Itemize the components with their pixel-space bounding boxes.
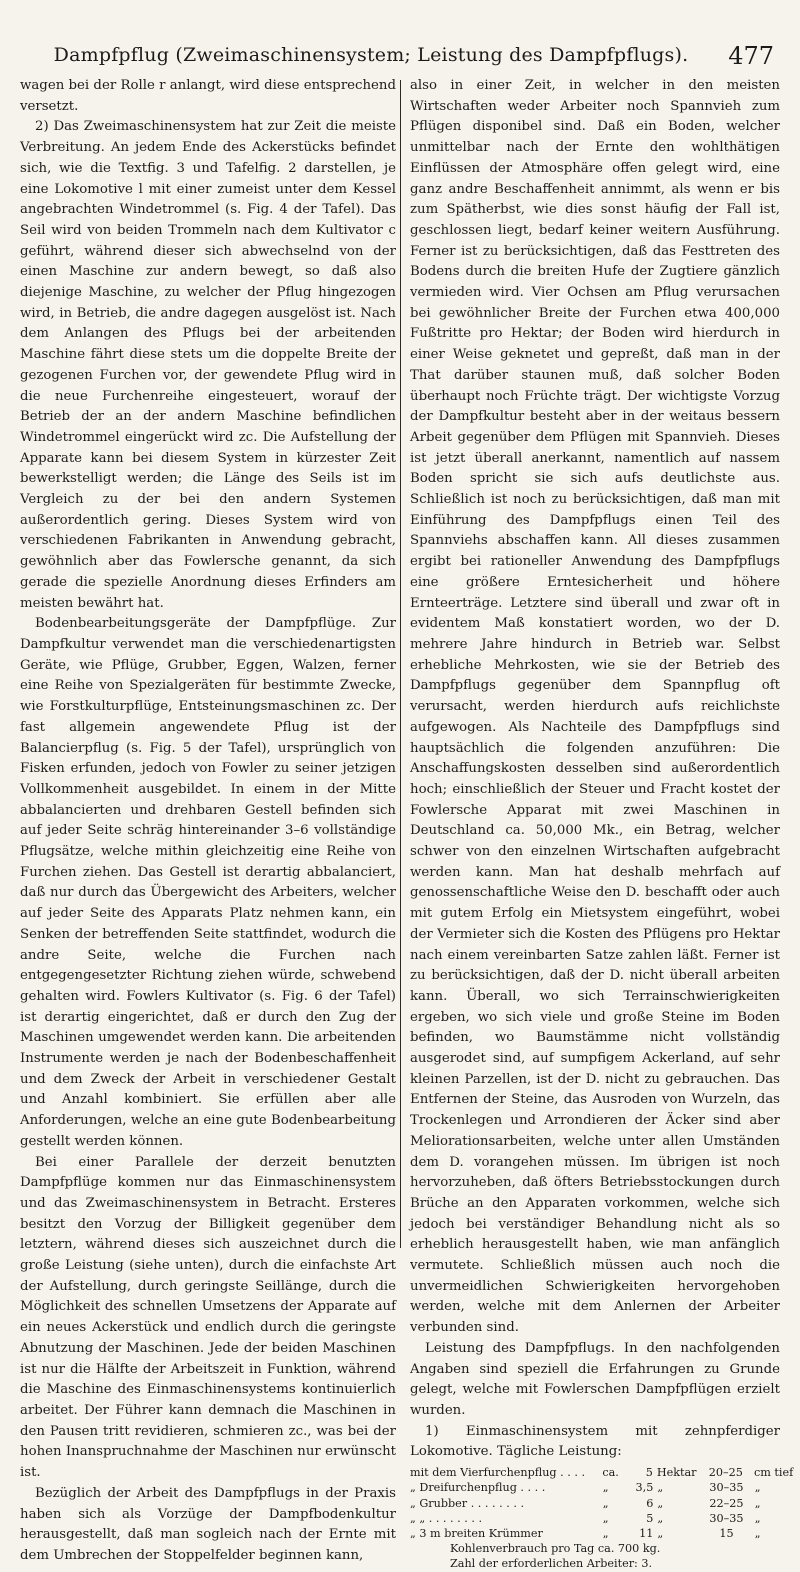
row-depth-unit: „	[754, 1481, 761, 1495]
row-ca: ca.	[602, 1466, 619, 1480]
paragraph: 2) Das Zweimaschinensystem hat zur Zeit die meiste Verbreitung. An jedem Ende des Ackerstücks befindet sich, wie die Textfig. 3 und Tafelfig. 2 darstellen, je eine Lokomotive l mit einer zumeist unter dem Kessel angebrachten Windetrommel (s. Fig. 4 der Tafel). Das Seil wird von beiden Trommeln nach dem Kultivator c geführt, während dieser sich abwechselnd von der einen Maschine zur andern bewegt, so daß also diejenige Maschine, zu welcher der Pflug hingezogen wird, in Betrieb, die andre dagegen ausgelöst ist. Nach dem Anlangen des Pflugs bei der arbeitenden Maschine fährt diese stets um die doppelte Breite der gezogenen Furchen vor, der gewendete Pflug wird in die neue Furchenreihe eingesteuert, worauf der Betrieb der an der andern Maschine befindlichen Windetrommel eingerückt wird zc. Die Aufstellung der Apparate kann bei diesem System in kürzester Zeit bewerkstelligt werden; die Länge des Seils ist im Vergleich zu der bei den andern Systemen außerordentlich gering. Dieses System wird von verschiedenen Fabrikanten in Anwendung gebracht, gewöhnlich aber das Fowlersche genannt, da sich gerade die spezielle Anordnung dieses Erfinders am meisten bewährt hat.	[20, 119, 396, 611]
row-implement: „ „ . . . . . . . .	[410, 1511, 483, 1525]
row-depth: 15	[719, 1526, 734, 1540]
row-depth-unit: „	[754, 1526, 761, 1540]
row-depth: 30–35	[709, 1481, 744, 1495]
table-row	[410, 1465, 794, 1480]
right-column	[410, 76, 794, 1572]
row-depth-unit: cm tief	[754, 1466, 794, 1480]
row-unit: „	[657, 1511, 664, 1525]
table-row	[410, 1526, 780, 1541]
table-row	[410, 1480, 780, 1495]
paragraph: also in einer Zeit, in welcher in den meisten Wirtschaften weder Arbeiter noch Spannvieh zum Pflügen disponibel sind. Daß ein Boden, welcher unmittelbar nach der Ernte den wohlthätigen Einflüssen der Atmosphäre offen gelegt wird, eine ganz andre Beschaffenheit annimmt, als wenn er bis zum Spätherbst, wie dies sonst häufig der Fall ist, geschlossen liegt, bedarf keiner weitern Ausführung. Ferner ist zu berücksichtigen, daß das Festtreten des Bodens durch die breiten Hufe der Zugtiere gänzlich vermieden wird. Vier Ochsen am Pflug verursachen bei gewöhnlicher Breite der Furchen etwa 400,000 Fußtritte pro Hektar; der Boden wird hierdurch in einer Weise geknetet und gepreßt, daß man in der That darüber staunen muß, daß solcher Boden überhaupt noch Früchte trägt. Der wichtigste Vorzug der Dampfkultur besteht aber in der weitaus bessern Arbeit gegenüber dem Pflügen mit Spannvieh. Dieses ist jetzt überall anerkannt, namentlich auf nassem Boden spricht sie sich aufs deutlichste aus. Schließlich ist noch zu berücksichtigen, daß man mit Einführung des Dampfpflugs einen Teil des Spannviehs abschaffen kann. All dieses zusammen ergibt bei rationeller Anwendung des Dampfpflugs eine größere Erntesicherheit und höhere Ernteerträge. Letztere sind überall und zwar oft in evidentem Maß konstatiert worden, wo der D. mehrere Jahre hindurch in Betrieb war. Selbst erhebliche Mehrkosten, wie sie der Betrieb des Dampfpflugs gegenüber dem Spannpflug oft verursacht, werden hierdurch aufs reichlichste aufgewogen. Als Nachteile des Dampfpflugs sind hauptsächlich die folgenden anzuführen: Die Anschaffungskosten desselben sind außerordentlich hoch; einschließlich der Steuer und Fracht kostet der Fowlersche Apparat mit zwei Maschinen in Deutschland ca. 50,000 Mk., ein Betrag, welcher schwer von den einzelnen Wirtschaften aufgebracht werden kann. Man hat deshalb mehrfach auf genossenschaftliche Weise den D. beschafft oder auch mit gutem Erfolg ein Mietsystem eingeführt, wobei der Vermieter sich die Kosten des Pflügens pro Hektar nach einem vereinbarten Satze zahlen läßt. Ferner ist zu berücksichtigen, daß der D. nicht überall arbeiten kann. Überall, wo sich Terrainschwierigkeiten ergeben, wo sich viele und große Steine im Boden befinden, wo Baumstämme nicht vollständig ausgerodet sind, auf sumpfigem Ackerland, auf sehr kleinen Parzellen, ist der D. nicht zu gebrauchen. Das Entfernen der Steine, das Ausroden von Wurzeln, das Trockenlegen und Arrondieren der Äcker sind aber Meliorationsarbeiten, welche unter allen Umständen dem D. vorangehen müssen. Im übrigen ist noch hervorzuheben, daß öfters Betriebsstockungen durch Brüche an den Apparaten vorkommen, welche sich jedoch bei verständiger Behandlung nicht als so erheblich herausgestellt haben, wie man anfänglich vermutete. Schließlich müssen auch noch die unvermeidlichen Schwierigkeiten hervorgehoben werden, welche mit dem Anlernen der Arbeiter verbunden sind.	[410, 78, 780, 1336]
row-depth-unit: „	[754, 1496, 761, 1510]
row-hectare: 5	[646, 1511, 654, 1525]
row-hectare: 11	[639, 1526, 654, 1540]
page-header	[26, 40, 788, 72]
row-depth-unit: „	[754, 1511, 761, 1525]
row-ca: „	[602, 1511, 609, 1525]
row-ca: „	[602, 1481, 609, 1495]
row-unit: „	[657, 1481, 664, 1495]
row-depth: 22–25	[709, 1496, 744, 1510]
column-divider	[400, 80, 401, 1248]
paragraph: Bei einer Parallele der derzeit benutzten Dampfpflüge kommen nur das Einmaschinensystem und das Zweimaschinensystem in Betracht. Ersteres besitzt den Vorzug der Billigkeit gegenüber dem letztern, während dieses sich auszeichnet durch die große Leistung (siehe unten), durch die einfachste Art der Aufstellung, durch geringste Seillänge, durch die Möglichkeit des schnellen Umsetzens der Apparate auf ein neues Ackerstück und endlich durch die geringste Abnutzung der Maschinen. Jede der beiden Maschinen ist nur die Hälfte der Arbeitszeit in Funktion, während die Maschine des Einmaschinensystems kontinuierlich arbeitet. Der Führer kann demnach die Maschinen in den Pausen tritt revidieren, schmieren zc., was bei der hohen Inanspruchnahme der Maschinen nur erwünscht ist.	[20, 1154, 396, 1481]
page-number: 477	[728, 42, 774, 70]
row-hectare: 5	[645, 1466, 653, 1480]
paragraph: 1) Einmaschinensystem mit zehnpferdiger Lokomotive. Tägliche Leistung:	[410, 1423, 780, 1460]
row-ca: „	[602, 1526, 609, 1540]
paragraph: wagen bei der Rolle r anlangt, wird diese entsprechend versetzt.	[20, 78, 396, 114]
worker-count: Zahl der erforderlichen Arbeiter: 3.	[450, 1557, 653, 1571]
paragraph: Bodenbearbeitungsgeräte der Dampfpflüge. Zur Dampfkultur verwendet man die verschiedenartigsten Geräte, wie Pflüge, Grubber, Eggen, Walzen, ferner eine Reihe von Spezialgeräten für bestimmte Zwecke, wie Forstkulturpflüge, Entsteinungsmaschinen zc. Der fast allgemein angewendete Pflug ist der Balancierpflug (s. Fig. 5 der Tafel), ursprünglich von Fisken erfunden, jedoch von Fowler zu seiner jetzigen Vollkommenheit ausgebildet. In einem in der Mitte abbalancierten und drehbaren Gestell befinden sich auf jeder Seite schräg hintereinander 3–6 vollständige Pflugsätze, welche mithin gleichzeitig eine Reihe von Furchen ziehen. Das Gestell ist derartig abbalanciert, daß nur durch das Übergewicht des Arbeiters, welcher auf jeder Seite des Apparats Platz nehmen kann, ein Senken der betreffenden Seite stattfindet, wodurch die andre Seite, welche die Furchen nach entgegengesetzter Richtung ziehen würde, schwebend gehalten wird. Fowlers Kultivator (s. Fig. 6 der Tafel) ist derartig eingerichtet, daß er durch den Zug der Maschinen umgewendet werden kann. Die arbeitenden Instrumente werden je nach der Bodenbeschaffenheit und dem Zweck der Arbeit in verschiedener Gestalt und Anzahl kombiniert. Sie erfüllen aber alle Anforderungen, welche an eine gute Bodenbearbeitung gestellt werden können.	[20, 616, 396, 1149]
row-implement: „ Dreifurchenpflug . . . .	[410, 1481, 546, 1495]
paragraph: Leistung des Dampfpflugs. In den nachfolgenden Angaben sind speziell die Erfahrungen zu Grunde gelegt, welche mit Fowlerschen Dampfpflügen erzielt wurden.	[410, 1340, 780, 1418]
row-unit: „	[657, 1526, 664, 1540]
performance-table	[410, 1465, 794, 1571]
row-unit: „	[657, 1496, 664, 1510]
row-implement: „ Grubber . . . . . . . .	[410, 1496, 525, 1510]
paragraph: Bezüglich der Arbeit des Dampfpflugs in der Praxis haben sich als Vorzüge der Dampfbodenkultur herausgestellt, daß man sogleich nach der Ernte mit dem Umbrechen der Stoppelfelder beginnen kann,	[20, 1485, 396, 1563]
row-unit: Hektar	[656, 1466, 697, 1480]
row-hectare: 6	[646, 1496, 654, 1510]
table-row	[410, 1511, 780, 1526]
row-implement: „ 3 m breiten Krümmer	[410, 1526, 543, 1540]
row-implement: mit dem Vierfurchenpflug . . . .	[410, 1466, 586, 1480]
row-hectare: 3,5	[635, 1481, 654, 1495]
row-depth: 30–35	[709, 1511, 744, 1525]
table-row	[410, 1496, 780, 1511]
running-head: Dampfpflug (Zweimaschinensystem; Leistung des Dampfpflugs).	[53, 44, 689, 66]
left-column	[20, 76, 396, 1567]
row-ca: „	[602, 1496, 609, 1510]
row-depth: 20–25	[708, 1466, 743, 1480]
coal-consumption: Kohlenverbrauch pro Tag ca. 700 kg.	[450, 1542, 661, 1556]
